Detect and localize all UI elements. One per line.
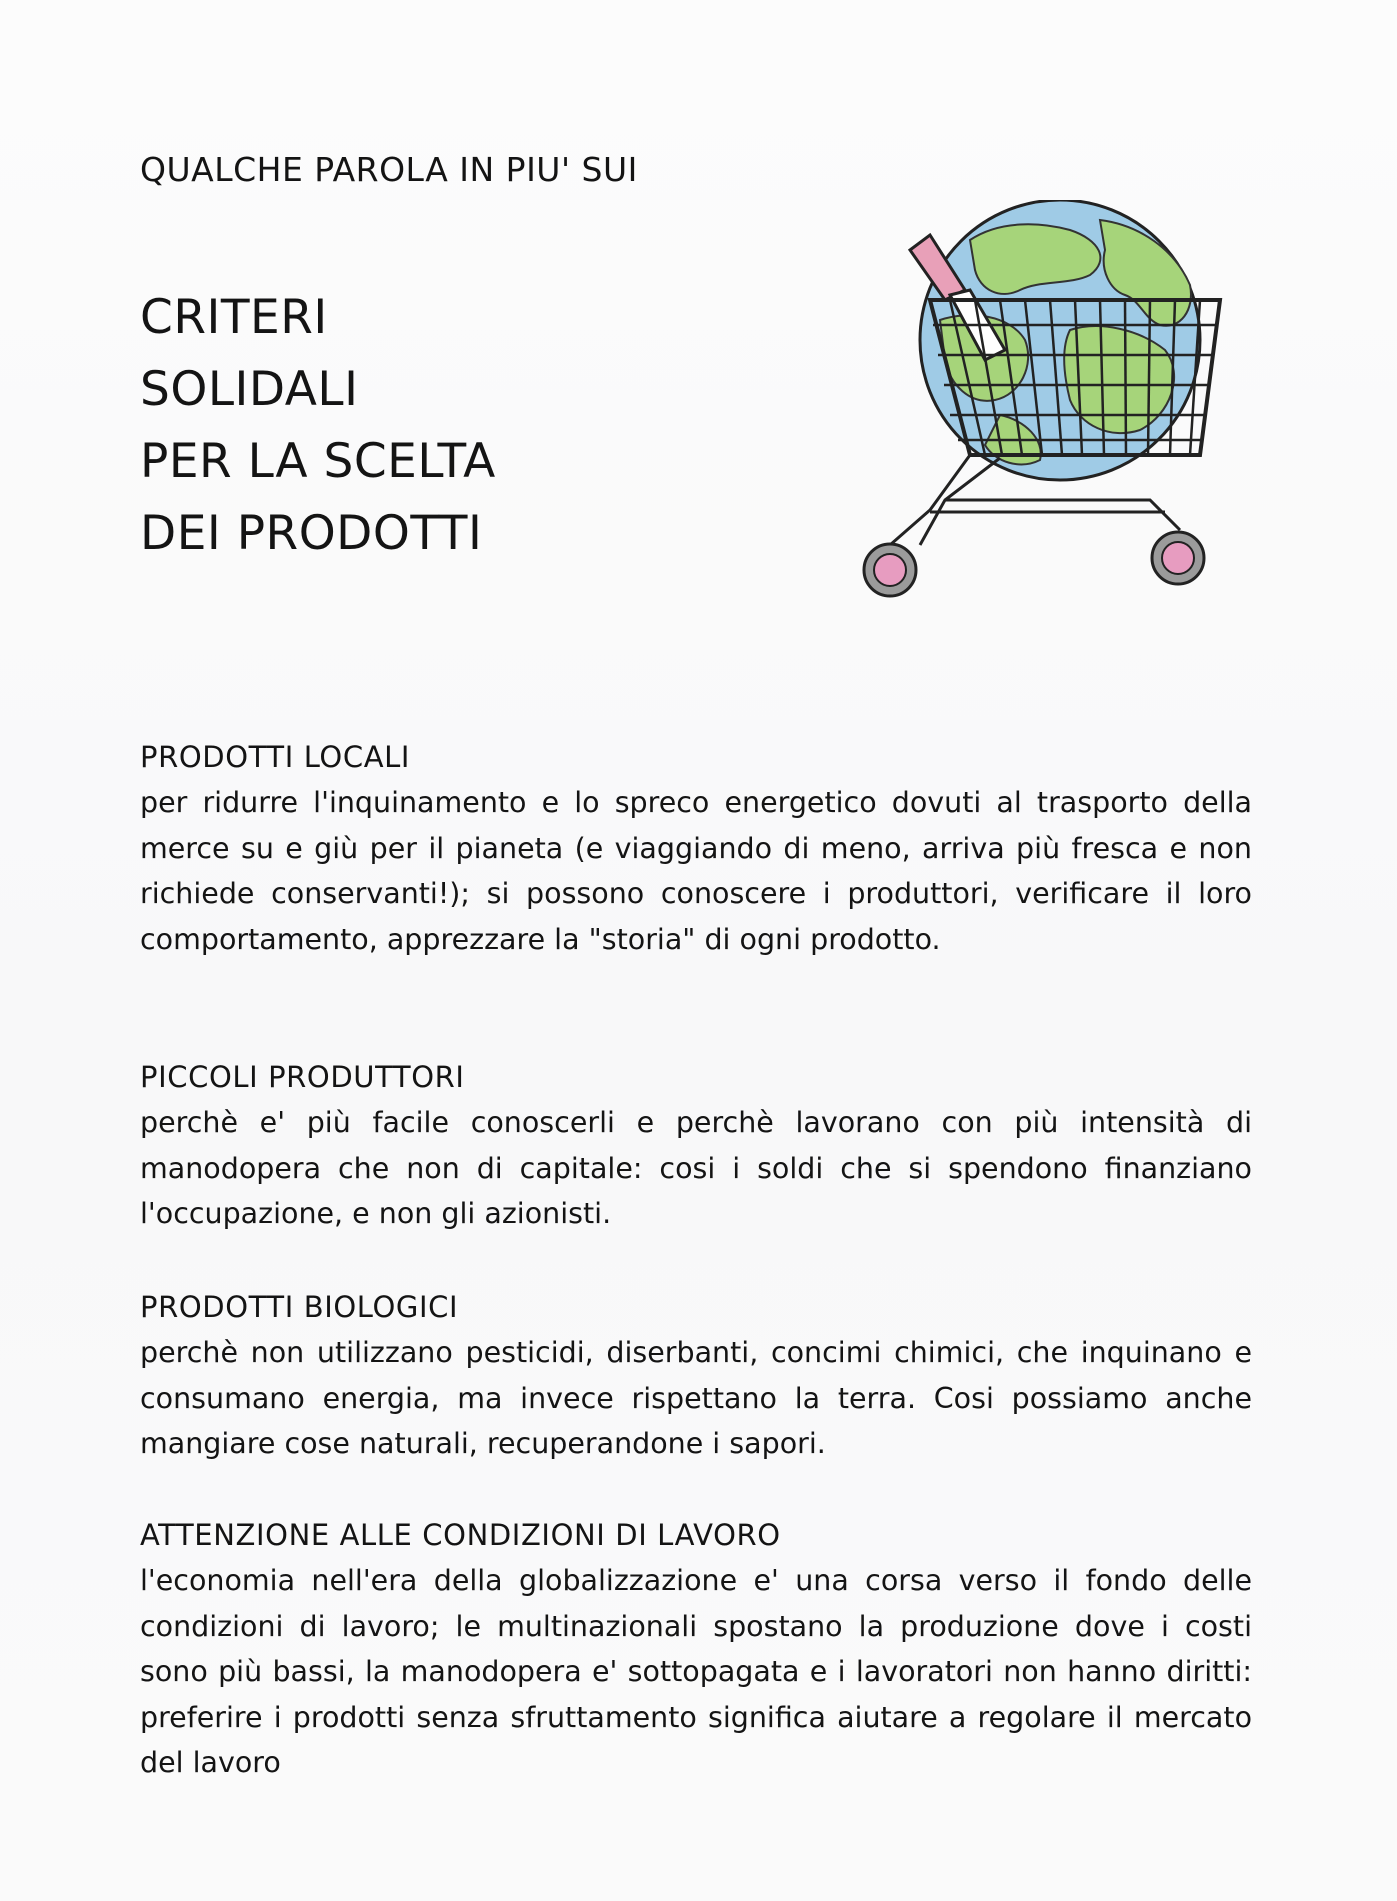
section-prodotti-biologici (140, 1290, 1252, 1467)
cart-wheel (1152, 532, 1204, 584)
section-piccoli-produttori (140, 1060, 1252, 1237)
cart-wheel (864, 544, 916, 596)
section-body: perchè e' più facile conoscerli e perchè lavorano con più intensità di manodopera che non di capitale: cosi i soldi che si spendono finanziano l'occupazione, e non gli azionisti. (140, 1106, 1252, 1230)
title-line-4: DEI PRODOTTI (140, 506, 483, 561)
page-kicker: QUALCHE PAROLA IN PIU' SUI (140, 150, 638, 189)
title-line-2: SOLIDALI (140, 362, 359, 417)
section-heading: ATTENZIONE ALLE CONDIZIONI DI LAVORO (140, 1518, 781, 1552)
section-body: perchè non utilizzano pesticidi, diserbanti, concimi chimici, che inquinano e consumano energia, ma invece rispettano la terra. Cosi possiamo anche mangiare cose naturali, recuperandone i sapori. (140, 1336, 1252, 1460)
section-body: per ridurre l'inquinamento e lo spreco energetico dovuti al trasporto della merce su e giù per il pianeta (e viaggiando di meno, arriva più fresca e non richiede conservanti!); si possono conoscere i produttori, verificare il loro comportamento, apprezzare la "storia" di ogni prodotto. (140, 786, 1252, 956)
section-condizioni-lavoro (140, 1518, 1252, 1786)
title-line-3: PER LA SCELTA (140, 434, 496, 489)
page-title (140, 282, 496, 570)
section-heading: PRODOTTI BIOLOGICI (140, 1290, 459, 1324)
section-heading: PICCOLI PRODUTTORI (140, 1060, 465, 1094)
section-heading: PRODOTTI LOCALI (140, 740, 411, 774)
section-prodotti-locali (140, 740, 1252, 962)
shopping-cart-with-globe-icon (770, 200, 1230, 700)
title-line-1: CRITERI (140, 290, 328, 345)
section-body: l'economia nell'era della globalizzazione e' una corsa verso il fondo delle condizioni di lavoro; le multinazionali spostano la produzione dove i costi sono più bassi, la manodopera e' sottopagata e i lavoratori non hanno diritti: preferire i prodotti senza sfruttamento significa aiutare a regolare il mercato del lavoro (140, 1564, 1252, 1779)
